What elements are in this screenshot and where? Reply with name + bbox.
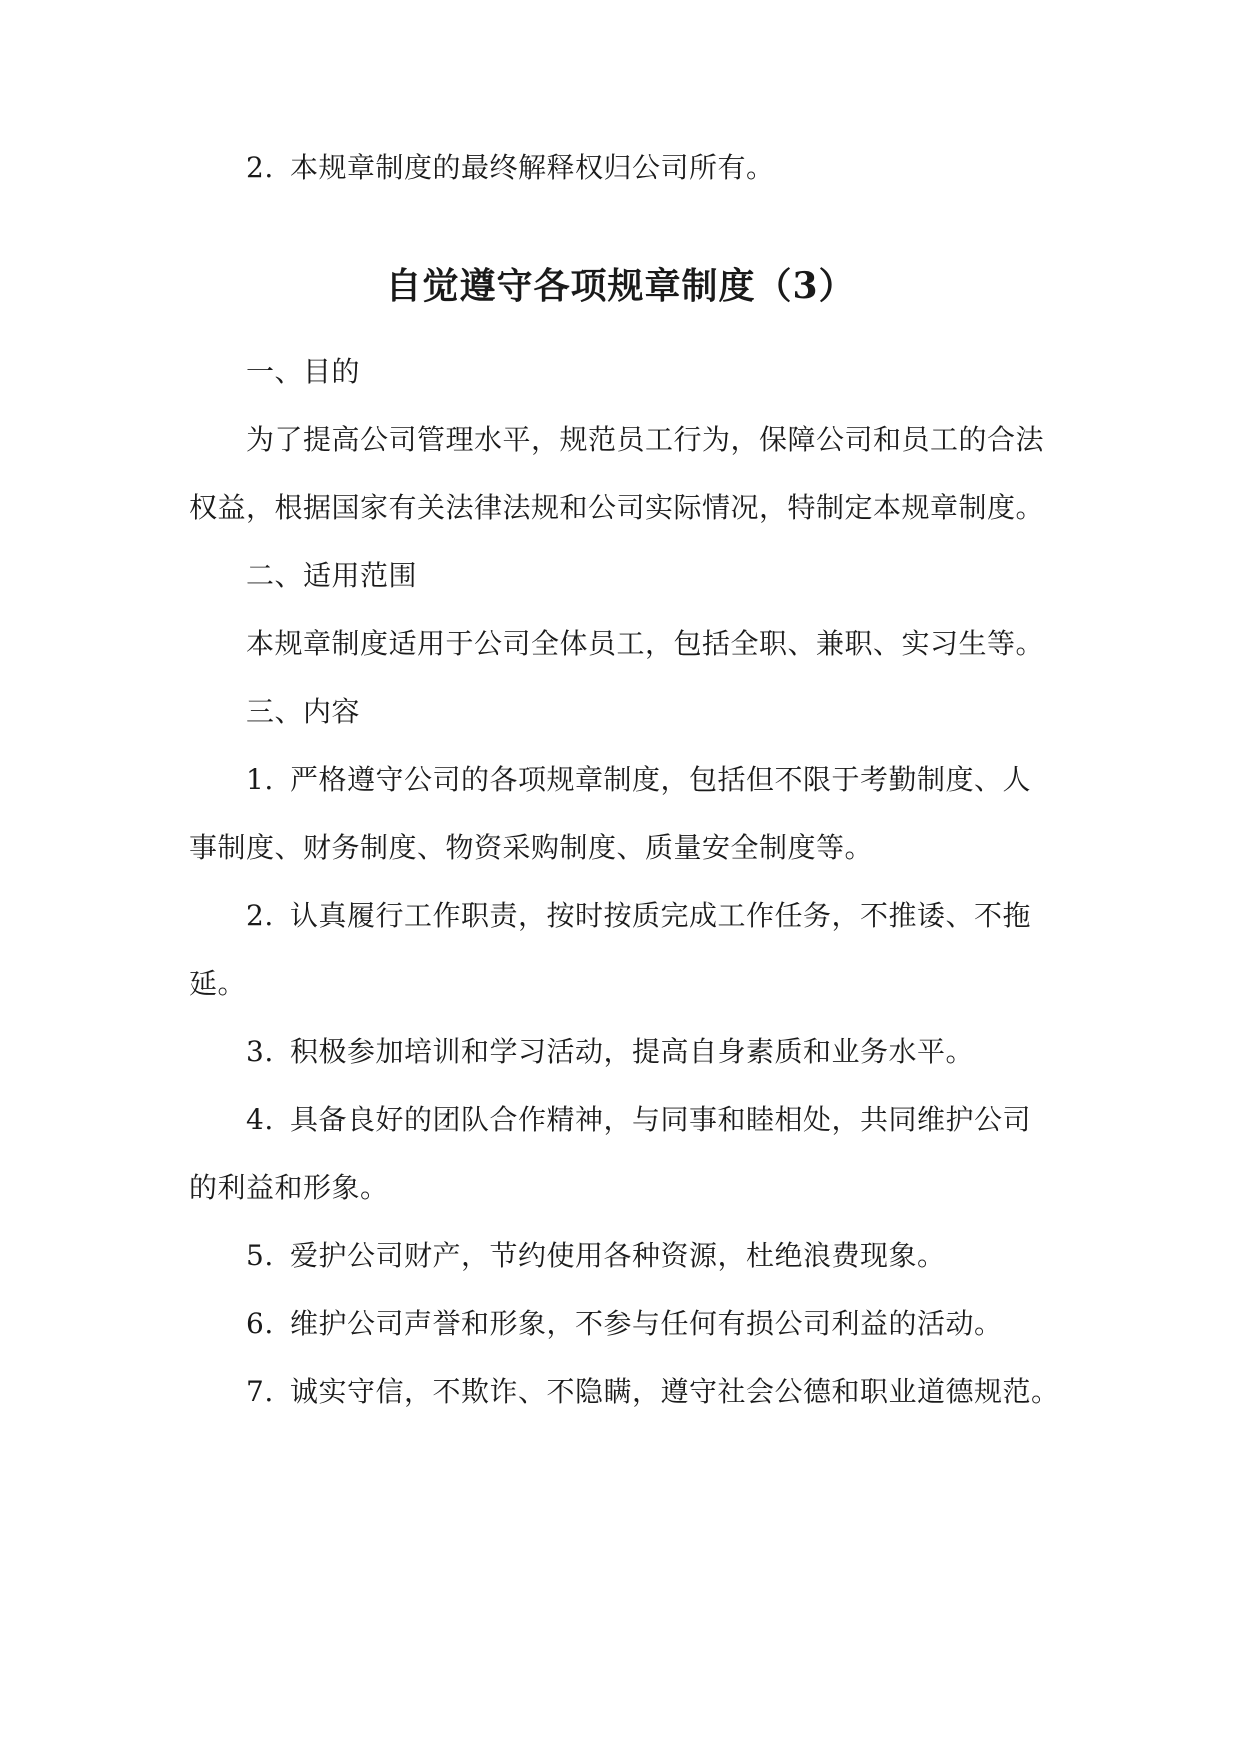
list-number: 5. [246,1239,274,1272]
section-heading-scope: 二、适用范围 [246,559,418,592]
list-number: 7. [246,1375,274,1408]
list-text: 积极参加培训和学习活动，提高自身素质和业务水平。 [290,1035,975,1068]
list-number: 1. [246,763,274,796]
section-heading-purpose: 一、目的 [246,355,361,388]
list-text: 维护公司声誉和形象，不参与任何有损公司利益的活动。 [290,1307,1003,1340]
list-number: 2. [246,899,274,932]
list-number: 4. [246,1103,274,1136]
document-title: 自觉遵守各项规章制度（3） [385,265,856,307]
list-item [246,1304,1003,1344]
list-item [246,1236,946,1276]
list-item [246,1372,1060,1412]
paragraph-line: 权益，根据国家有关法律法规和公司实际情况，特制定本规章制度。 [189,491,1045,524]
section-heading-content: 三、内容 [246,695,361,728]
list-text: 严格遵守公司的各项规章制度，包括但不限于考勤制度、人 [290,763,1032,796]
list-number: 3. [246,1035,274,1068]
list-item [246,896,1031,936]
prev-list-item [246,148,775,188]
list-item [246,1032,974,1072]
list-item-continuation: 延。 [189,967,247,1000]
list-item-continuation: 的利益和形象。 [189,1171,389,1204]
list-item-continuation: 事制度、财务制度、物资采购制度、质量安全制度等。 [189,831,874,864]
list-text: 具备良好的团队合作精神，与同事和睦相处，共同维护公司 [290,1103,1032,1136]
paragraph-line: 为了提高公司管理水平，规范员工行为，保障公司和员工的合法 [246,423,1045,456]
list-text: 诚实守信，不欺诈、不隐瞒，遵守社会公德和职业道德规范。 [290,1375,1060,1408]
list-number: 2. [246,151,274,184]
list-text: 爱护公司财产，节约使用各种资源，杜绝浪费现象。 [290,1239,946,1272]
list-item [246,760,1031,800]
list-text: 本规章制度的最终解释权归公司所有。 [290,151,775,184]
list-number: 6. [246,1307,274,1340]
paragraph-line: 本规章制度适用于公司全体员工，包括全职、兼职、实习生等。 [246,627,1045,660]
list-item [246,1100,1031,1140]
list-text: 认真履行工作职责，按时按质完成工作任务，不推诿、不拖 [290,899,1032,932]
